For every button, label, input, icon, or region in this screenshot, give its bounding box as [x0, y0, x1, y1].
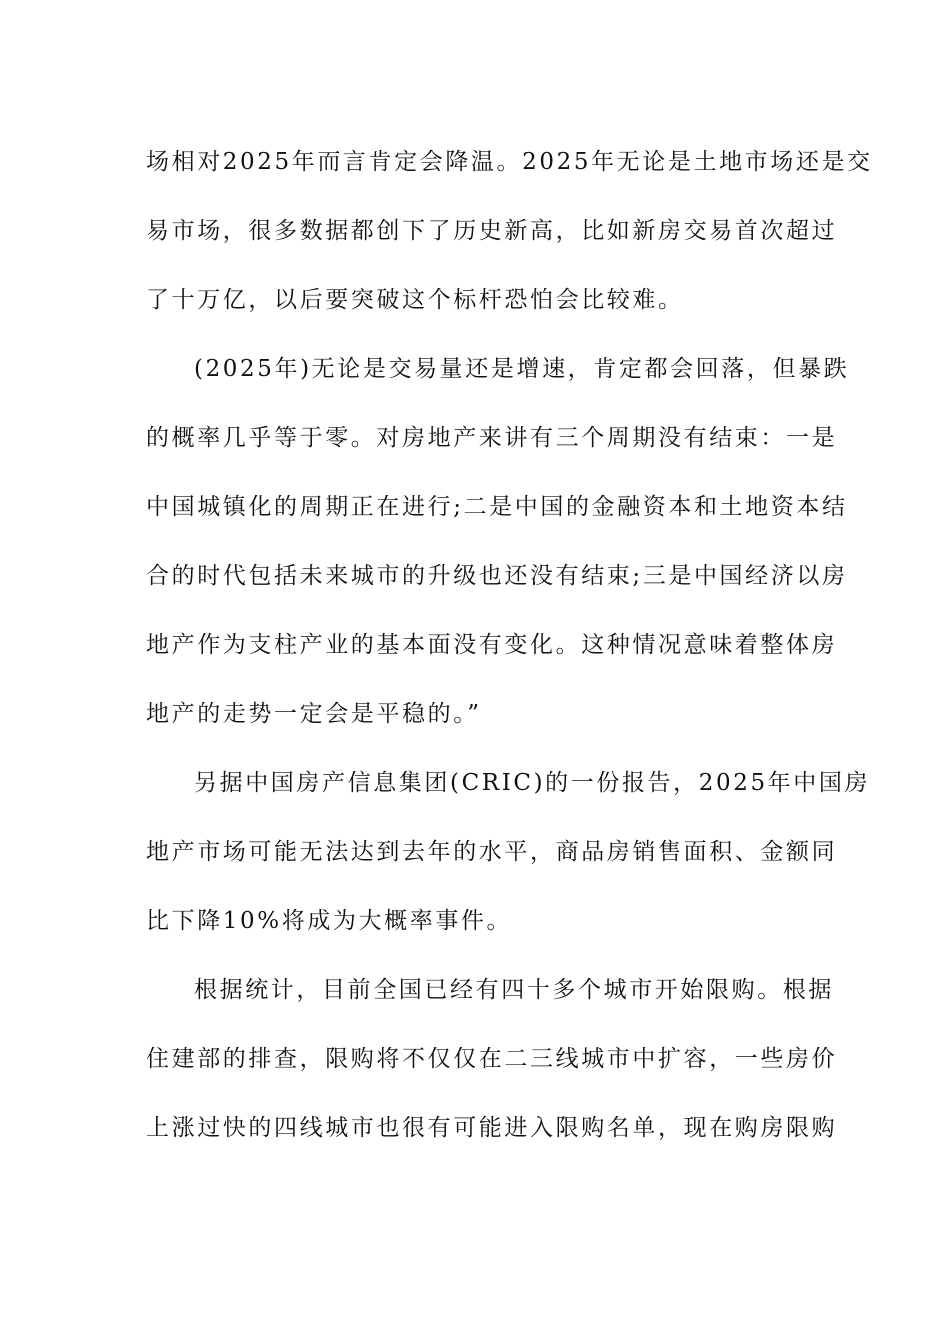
text-line: 地产市场可能无法达到去年的水平，商品房销售面积、金额同	[146, 839, 838, 865]
text-line: 中国城镇化的周期正在进行;二是中国的金融资本和土地资本结	[146, 494, 848, 520]
text-line: 比下降10%将成为大概率事件。	[146, 908, 513, 934]
text-line: 另据中国房产信息集团(CRIC)的一份报告，2025年中国房	[194, 770, 871, 796]
paragraph-2	[146, 335, 850, 749]
text-line: 地产作为支柱产业的基本面没有变化。这种情况意味着整体房	[146, 632, 838, 658]
paragraph-1	[146, 128, 873, 335]
text-line: 住建部的排查，限购将不仅仅在二三线城市中扩容，一些房价	[146, 1046, 838, 1072]
text-line: 了十万亿，以后要突破这个标杆恐怕会比较难。	[146, 287, 684, 313]
paragraph-3	[146, 749, 871, 956]
text-line: 地产的走势一定会是平稳的。”	[146, 701, 482, 727]
text-line: 的概率几乎等于零。对房地产来讲有三个周期没有结束：一是	[146, 425, 838, 451]
paragraph-4	[146, 956, 838, 1163]
text-line: 场相对2025年而言肯定会降温。2025年无论是土地市场还是交	[146, 149, 873, 175]
text-line: 上涨过快的四线城市也很有可能进入限购名单，现在购房限购	[146, 1115, 838, 1141]
text-line: 根据统计，目前全国已经有四十多个城市开始限购。根据	[194, 977, 834, 1003]
text-line: (2025年)无论是交易量还是增速，肯定都会回落，但暴跌	[194, 356, 850, 382]
text-line: 合的时代包括未来城市的升级也还没有结束;三是中国经济以房	[146, 563, 848, 589]
text-line: 易市场，很多数据都创下了历史新高，比如新房交易首次超过	[146, 218, 838, 244]
document-body	[146, 128, 873, 1163]
